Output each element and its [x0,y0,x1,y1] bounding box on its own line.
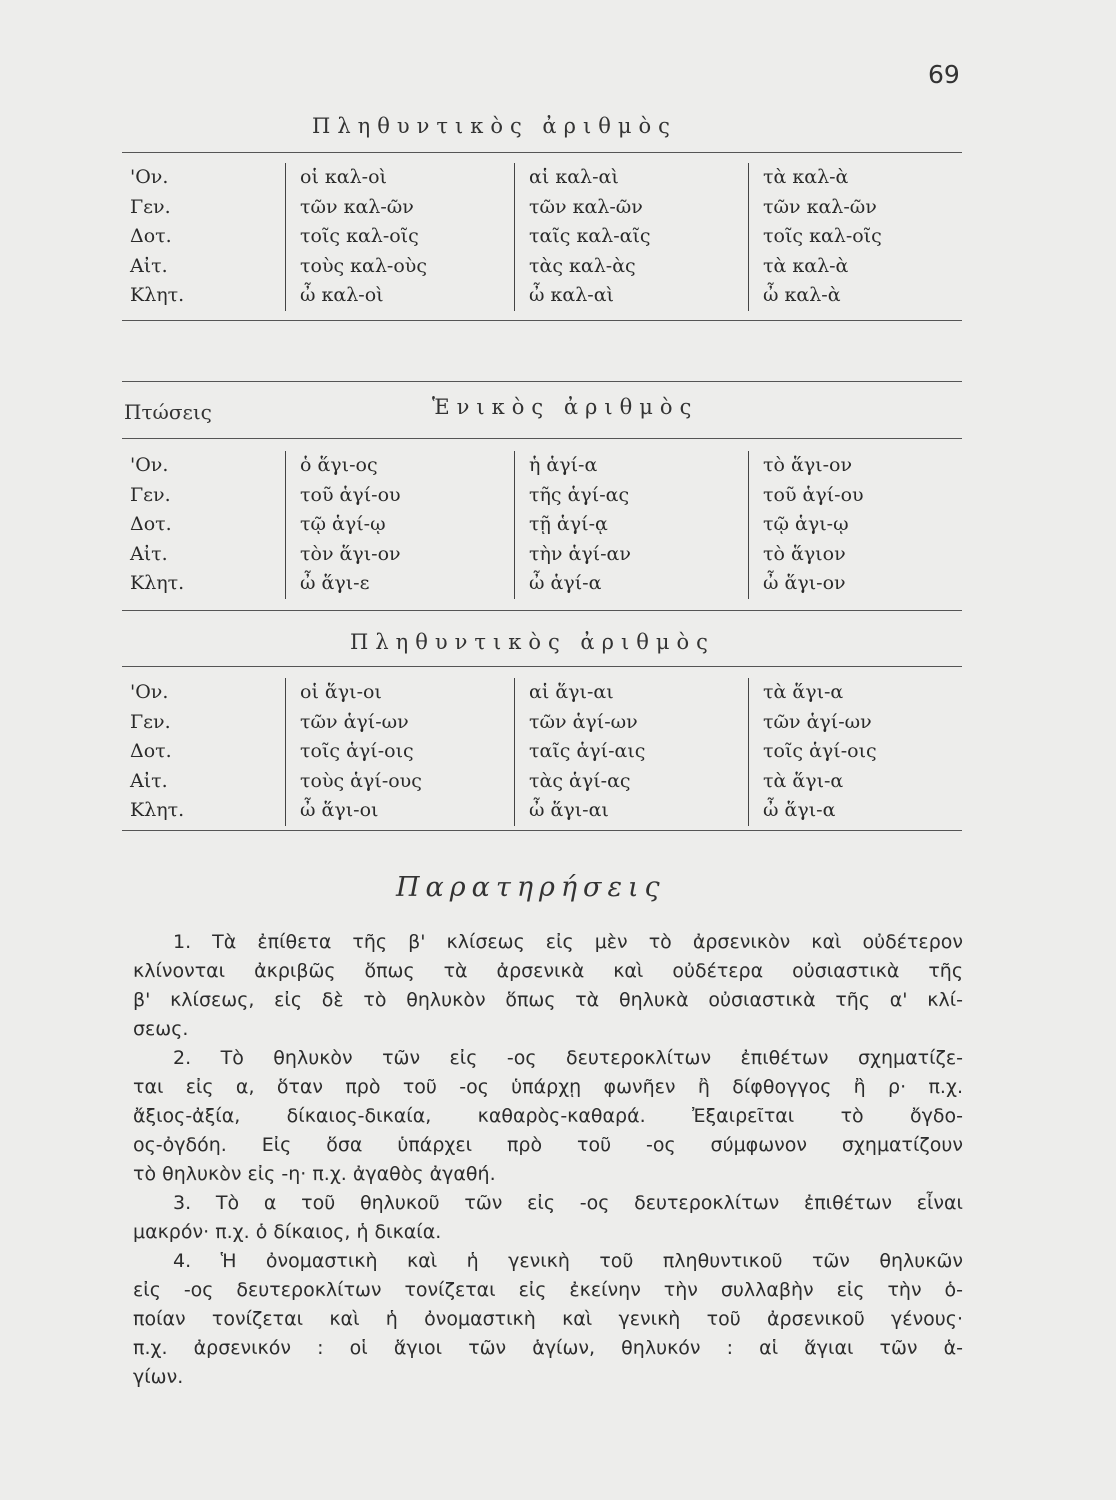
text-line: ται εἰς α, ὅταν πρὸ τοῦ -ος ὑπάρχῃ φωνῆεν ἢ δίφθογγος ἢ ρ· π.χ. [133,1076,963,1098]
plural-heading-top: Πληθυντικὸς ἀριθμὸς [312,114,677,138]
text-line: κλίνονται ἀκριβῶς ὅπως τὰ ἀρσενικὰ καὶ οὐδέτερα οὐσιαστικὰ τῆς [133,960,963,982]
form-cell: τοῖς καλ-οῖς [748,222,882,252]
divider [122,666,962,667]
table-row [122,193,962,223]
table-row [122,252,962,282]
declension-table-plural [122,678,962,826]
form-cell: τοῖς ἁγί-οις [748,737,877,767]
text-line: ος-ὀγδόη. Εἰς ὅσα ὑπάρχει πρὸ τοῦ -ος σύμφωνον σχηματίζουν [133,1134,963,1156]
table-row [122,510,962,540]
observations-text [133,928,963,1392]
form-cell: τῷ ἁγί-ῳ [285,510,386,540]
divider [122,320,962,321]
form-cell: τὰ ἅγι-α [748,767,843,797]
text-line: 1. Τὰ ἐπίθετα τῆς β' κλίσεως εἰς μὲν τὸ ἀρσενικὸν καὶ οὐδέτερον [173,931,963,953]
page-number: 69 [928,60,960,89]
form-cell: τὸν ἅγι-ον [285,540,401,570]
case-label: Αἰτ. [130,769,168,792]
form-cell: ὦ καλ-οὶ [285,281,384,311]
case-label: 'Ον. [130,454,169,476]
text-line: ἄξιος-ἀξία, δίκαιος-δικαία, καθαρὸς-καθαρά. Ἐξαιρεῖται τὸ ὄγδο- [133,1105,963,1127]
form-cell: τὸ ἅγιον [748,540,846,570]
form-cell: τῶν ἁγί-ων [285,708,409,738]
case-label: Δοτ. [130,225,172,247]
divider [122,381,962,382]
divider [122,830,962,831]
table-row [122,678,962,708]
form-cell: ὦ ἅγι-αι [514,796,609,826]
text-line: μακρόν· π.χ. ὁ δίκαιος, ἡ δικαία. [133,1221,442,1243]
form-cell: ὦ ἁγί-α [514,569,601,599]
form-cell: οἱ καλ-οὶ [285,163,387,193]
case-label: Αἰτ. [130,254,168,277]
table-row [122,481,962,511]
form-cell: αἱ καλ-αὶ [514,163,619,193]
form-cell: ἡ ἁγί-α [514,451,597,481]
form-cell: ὦ ἅγι-οι [285,796,378,826]
text-line: π.χ. ἀρσενικόν : οἱ ἅγιοι τῶν ἁγίων, θηλυκόν : αἱ ἅγιαι τῶν ἁ- [133,1337,963,1359]
divider [122,438,962,439]
form-cell: τοῖς ἁγί-οις [285,737,414,767]
declension-table-singular [122,451,962,599]
form-cell: ὦ καλ-ὰ [748,281,841,311]
case-label: Γεν. [130,195,171,218]
form-cell: τῆς ἁγί-ας [514,481,629,511]
case-label: Κλητ. [130,284,185,306]
form-cell: ὦ ἅγι-ε [285,569,369,599]
table-row [122,540,962,570]
form-cell: τὴν ἁγί-αν [514,540,631,570]
form-cell: τὰς καλ-ὰς [514,252,636,282]
text-line: τὸ θηλυκὸν εἰς -η· π.χ. ἀγαθὸς ἀγαθή. [133,1163,496,1185]
form-cell: τὸ ἅγι-ον [748,451,852,481]
form-cell: τῶν καλ-ῶν [748,193,877,223]
form-cell: τὰ καλ-ὰ [748,252,848,282]
case-label: Δοτ. [130,740,172,762]
text-line: ποίαν τονίζεται καὶ ἡ ὀνομαστικὴ καὶ γενικὴ τοῦ ἀρσενικοῦ γένους· [133,1308,963,1330]
form-cell: ταῖς ἁγί-αις [514,737,645,767]
case-label: 'Ον. [130,166,169,188]
form-cell: τῷ ἁγι-ῳ [748,510,849,540]
table-row [122,569,962,599]
case-label: 'Ον. [130,681,169,703]
form-cell: τῶν καλ-ῶν [514,193,643,223]
form-cell: τῶν ἁγί-ων [514,708,638,738]
form-cell: τὰς ἁγί-ας [514,767,631,797]
case-label: Αἰτ. [130,542,168,565]
form-cell: τοῦ ἁγί-ου [285,481,401,511]
form-cell: τοὺς καλ-οὺς [285,252,427,282]
table-row [122,222,962,252]
divider [122,152,962,153]
divider [122,610,962,611]
form-cell: οἱ ἅγι-οι [285,678,382,708]
text-line: 4. Ἡ ὀνομαστικὴ καὶ ἡ γενικὴ τοῦ πληθυντικοῦ τῶν θηλυκῶν [173,1250,963,1272]
plural-heading: Πληθυντικὸς ἀριθμὸς [350,630,715,654]
form-cell: ὦ καλ-αὶ [514,281,614,311]
singular-heading: Ἑνικὸς ἀριθμὸς [432,395,699,419]
table-row [122,163,962,193]
text-line: 2. Τὸ θηλυκὸν τῶν εἰς -ος δευτεροκλίτων ἐπιθέτων σχηματίζε- [173,1047,963,1069]
form-cell: αἱ ἅγι-αι [514,678,614,708]
form-cell: τοῖς καλ-οῖς [285,222,419,252]
form-cell: τῶν ἁγί-ων [748,708,872,738]
form-cell: ταῖς καλ-αῖς [514,222,651,252]
text-line: σεως. [133,1018,189,1040]
table-row [122,281,962,311]
text-line: β' κλίσεως, εἰς δὲ τὸ θηλυκὸν ὅπως τὰ θηλυκὰ οὐσιαστικὰ τῆς α' κλί- [133,989,963,1011]
form-cell: τῇ ἁγί-ᾳ [514,510,608,540]
form-cell: ὦ ἅγι-α [748,796,835,826]
declension-table-top [122,163,962,311]
text-line: εἰς -ος δευτεροκλίτων τονίζεται εἰς ἐκείνην τὴν συλλαβὴν εἰς τὴν ὁ- [133,1279,963,1301]
case-label: Κλητ. [130,572,185,594]
form-cell: τὰ καλ-ὰ [748,163,848,193]
table-row [122,708,962,738]
table-row [122,451,962,481]
form-cell: ὁ ἅγι-ος [285,451,378,481]
form-cell: ὦ ἅγι-ον [748,569,846,599]
observations-title: Παρατηρήσεις [396,872,666,903]
form-cell: τοὺς ἁγί-ους [285,767,422,797]
form-cell: τοῦ ἁγί-ου [748,481,864,511]
cases-label: Πτώσεις [124,400,212,424]
case-label: Δοτ. [130,513,172,535]
table-row [122,737,962,767]
case-label: Γεν. [130,710,171,733]
case-label: Γεν. [130,483,171,506]
table-row [122,767,962,797]
case-label: Κλητ. [130,799,185,821]
form-cell: τῶν καλ-ῶν [285,193,414,223]
text-line: γίων. [133,1366,184,1388]
text-line: 3. Τὸ α τοῦ θηλυκοῦ τῶν εἰς -ος δευτεροκλίτων ἐπιθέτων εἶναι [173,1192,963,1214]
form-cell: τὰ ἅγι-α [748,678,843,708]
table-row [122,796,962,826]
